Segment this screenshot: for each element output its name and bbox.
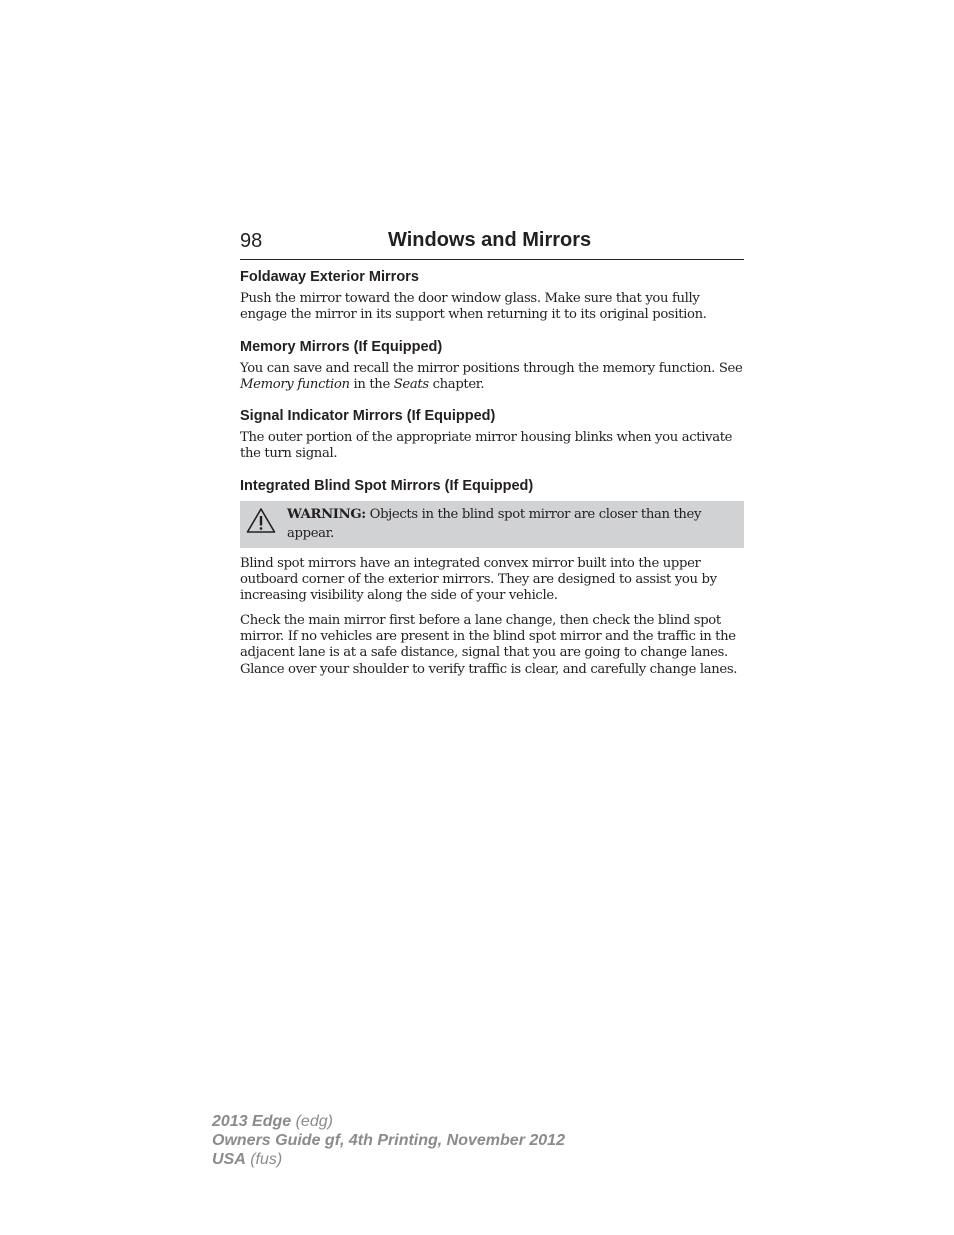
section-body: The outer portion of the appropriate mirror housing blinks when you activate the turn signal. bbox=[240, 430, 733, 462]
body-text: chapter. bbox=[428, 376, 485, 392]
section-heading: Signal Indicator Mirrors (If Equipped) bbox=[240, 408, 496, 425]
footer-model-code: (edg) bbox=[291, 1113, 333, 1130]
section-body: Blind spot mirrors have an integrated convex mirror built into the upper outboard corner of the exterior mirrors. They are designed to assist you by increasing visibility along the side of your vehicle. bbox=[240, 555, 717, 604]
footer-printing-line bbox=[212, 1131, 565, 1150]
footer-market-code: (fus) bbox=[245, 1151, 283, 1168]
body-text: You can save and recall the mirror positions through the memory function. See bbox=[240, 360, 743, 376]
footer-model: 2013 Edge bbox=[212, 1113, 292, 1130]
section-foldaway-mirrors bbox=[240, 268, 744, 324]
page-number: 98 bbox=[240, 230, 263, 252]
section-body: Check the main mirror first before a lane change, then check the blind spot mirror. If no vehicles are present in the blind spot mirror and the traffic in the adjacent lane is at a safe distance, signal that you are going to change lanes. Glance over your shoulder to verify traffic is clear, and carefully change lanes. bbox=[240, 612, 738, 677]
page-header bbox=[240, 228, 744, 260]
footer-printing: Owners Guide gf, 4th Printing, November 2012 bbox=[212, 1132, 565, 1149]
page-footer bbox=[212, 1112, 565, 1169]
warning-box bbox=[240, 501, 744, 548]
footer-market-line bbox=[212, 1150, 565, 1169]
body-text: in the bbox=[349, 376, 394, 392]
section-blind-spot-mirrors bbox=[240, 477, 744, 678]
section-heading: Foldaway Exterior Mirrors bbox=[240, 269, 419, 285]
section-heading: Integrated Blind Spot Mirrors (If Equipped) bbox=[240, 477, 534, 494]
warning-message: Objects in the blind spot mirror are closer than they appear. bbox=[287, 506, 702, 541]
seats-chapter-reference: Seats bbox=[393, 376, 429, 392]
section-signal-indicator-mirrors bbox=[240, 407, 744, 463]
chapter-title: Windows and Mirrors bbox=[388, 229, 592, 251]
warning-triangle-icon bbox=[246, 507, 276, 534]
footer-market: USA bbox=[212, 1151, 246, 1168]
section-heading: Memory Mirrors (If Equipped) bbox=[240, 338, 443, 355]
warning-label: WARNING: bbox=[287, 506, 366, 522]
footer-model-line bbox=[212, 1112, 565, 1131]
memory-function-reference: Memory function bbox=[240, 376, 350, 392]
page-content bbox=[240, 268, 744, 692]
warning-text bbox=[287, 505, 736, 543]
section-body bbox=[240, 361, 744, 394]
section-memory-mirrors bbox=[240, 338, 744, 394]
section-body: Push the mirror toward the door window glass. Make sure that you fully engage the mirror in its support when returning it to its original position. bbox=[240, 291, 707, 323]
